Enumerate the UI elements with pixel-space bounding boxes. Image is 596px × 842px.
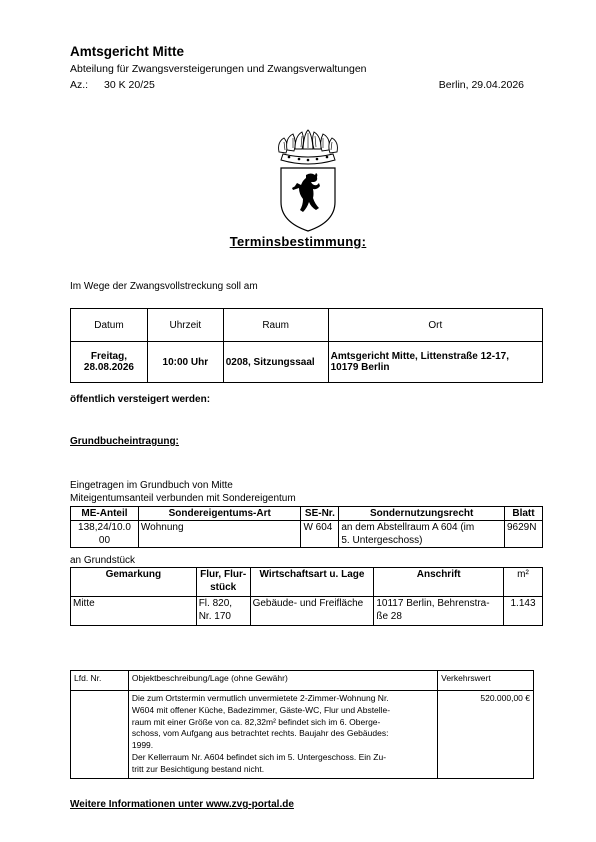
usage-line: 5. Untergeschoss) <box>341 535 423 546</box>
header-date: Datum <box>71 309 148 342</box>
header-land-use: Wirtschaftsart u. Lage <box>250 568 374 597</box>
header-line: stück <box>210 582 237 593</box>
header-type: Sondereigentums-Art <box>138 507 301 521</box>
place-line: 10179 Berlin <box>330 362 390 373</box>
description-line: 1999. <box>131 740 154 751</box>
header-sheet: Blatt <box>504 507 542 521</box>
document-title: Terminsbestimmung: <box>229 234 367 249</box>
address-value <box>374 597 504 626</box>
berlin-coat-of-arms-icon <box>275 128 341 232</box>
plot-table <box>70 567 543 626</box>
description-line: tritt zur Besichtigung bestand nicht. <box>131 763 265 774</box>
table-row <box>71 597 543 626</box>
court-name: Amtsgericht Mitte <box>70 44 185 59</box>
portal-info-link[interactable]: Weitere Informationen unter www.zvg-portal.de <box>70 799 294 810</box>
address-line: 10117 Berlin, Behrenstra- <box>376 598 490 609</box>
serial-number-value <box>71 691 129 779</box>
header-district: Gemarkung <box>71 568 197 597</box>
plot-label: an Grundstück <box>70 555 136 566</box>
area-value: 1.143 <box>504 597 543 626</box>
date-line: 28.08.2026 <box>83 362 134 373</box>
district-value: Mitte <box>71 597 197 626</box>
appointment-table <box>70 308 543 383</box>
registry-line: Eingetragen im Grundbuch von Mitte <box>70 480 233 491</box>
place-line: Amtsgericht Mitte, Littenstraße 12-17, <box>330 351 509 362</box>
description-line: raum mit einer Größe von ca. 82,32m² befindet sich im 6. Oberge- <box>131 716 381 727</box>
description-line: schoss, vom Aufgang aus betrachtet rechts. Baujahr des Gebäudes: <box>131 728 389 739</box>
header-line: Flur, Flur- <box>200 569 247 580</box>
appointment-room: 0208, Sitzungssaal <box>223 342 328 383</box>
file-number-label: Az.: <box>70 79 89 91</box>
description-line: W604 mit offener Küche, Badezimmer, Gäste-WC, Flur und Abstelle- <box>131 704 391 715</box>
share-line: 00 <box>98 535 111 546</box>
header-place: Ort <box>328 309 542 342</box>
usage-right-value <box>339 521 505 548</box>
header-room: Raum <box>223 309 328 342</box>
header-time: Uhrzeit <box>147 309 223 342</box>
outro-text: öffentlich versteigert werden: <box>70 394 211 405</box>
header-area: m² <box>504 568 543 597</box>
header-usage-right: Sondernutzungsrecht <box>339 507 505 521</box>
usage-line: an dem Abstellraum A 604 (im <box>341 522 475 533</box>
object-table <box>70 670 534 779</box>
section-heading: Grundbucheintragung: <box>70 436 179 447</box>
ownership-table <box>70 506 543 548</box>
appointment-date <box>71 342 148 383</box>
header-market-value: Verkehrswert <box>438 671 534 691</box>
table-row <box>71 521 543 548</box>
parcel-value <box>196 597 250 626</box>
parcel-line: Fl. 820, <box>198 598 233 609</box>
type-value: Wohnung <box>138 521 301 548</box>
table-header-row <box>71 507 543 521</box>
address-line: ße 28 <box>376 611 402 622</box>
appointment-place <box>328 342 542 383</box>
appointment-time: 10:00 Uhr <box>147 342 223 383</box>
table-header-row <box>71 671 534 691</box>
table-row <box>71 691 534 779</box>
description-value <box>128 691 437 779</box>
intro-text: Im Wege der Zwangsvollstreckung soll am <box>70 281 258 292</box>
header-share: ME-Anteil <box>71 507 139 521</box>
date-line: Freitag, <box>90 351 128 362</box>
court-department: Abteilung für Zwangsversteigerungen und Zwangsverwaltungen <box>70 63 367 75</box>
description-line: Die zum Ortstermin vermutlich unvermietete 2-Zimmer-Wohnung Nr. <box>131 693 389 703</box>
table-header-row <box>71 309 543 342</box>
header-description: Objektbeschreibung/Lage (ohne Gewähr) <box>128 671 437 691</box>
sheet-value: 9629N <box>504 521 542 548</box>
file-number: 30 K 20/25 <box>104 79 155 91</box>
market-value: 520.000,00 € <box>438 691 534 779</box>
table-header-row <box>71 568 543 597</box>
share-value <box>71 521 139 548</box>
registry-line: Miteigentumsanteil verbunden mit Sondereigentum <box>70 493 296 504</box>
header-serial-number: Lfd. Nr. <box>71 671 129 691</box>
share-line: 138,24/10.0 <box>78 522 131 533</box>
land-use-value: Gebäude- und Freifläche <box>250 597 374 626</box>
header-unit-number: SE-Nr. <box>301 507 339 521</box>
parcel-line: Nr. 170 <box>198 611 231 622</box>
description-line: Der Kellerraum Nr. A604 befindet sich im 5. Untergeschoss. Ein Zu- <box>131 751 387 762</box>
header-address: Anschrift <box>374 568 504 597</box>
table-row <box>71 342 543 383</box>
header-parcel <box>196 568 250 597</box>
place-date: Berlin, 29.04.2026 <box>438 79 524 91</box>
unit-number-value: W 604 <box>301 521 339 548</box>
